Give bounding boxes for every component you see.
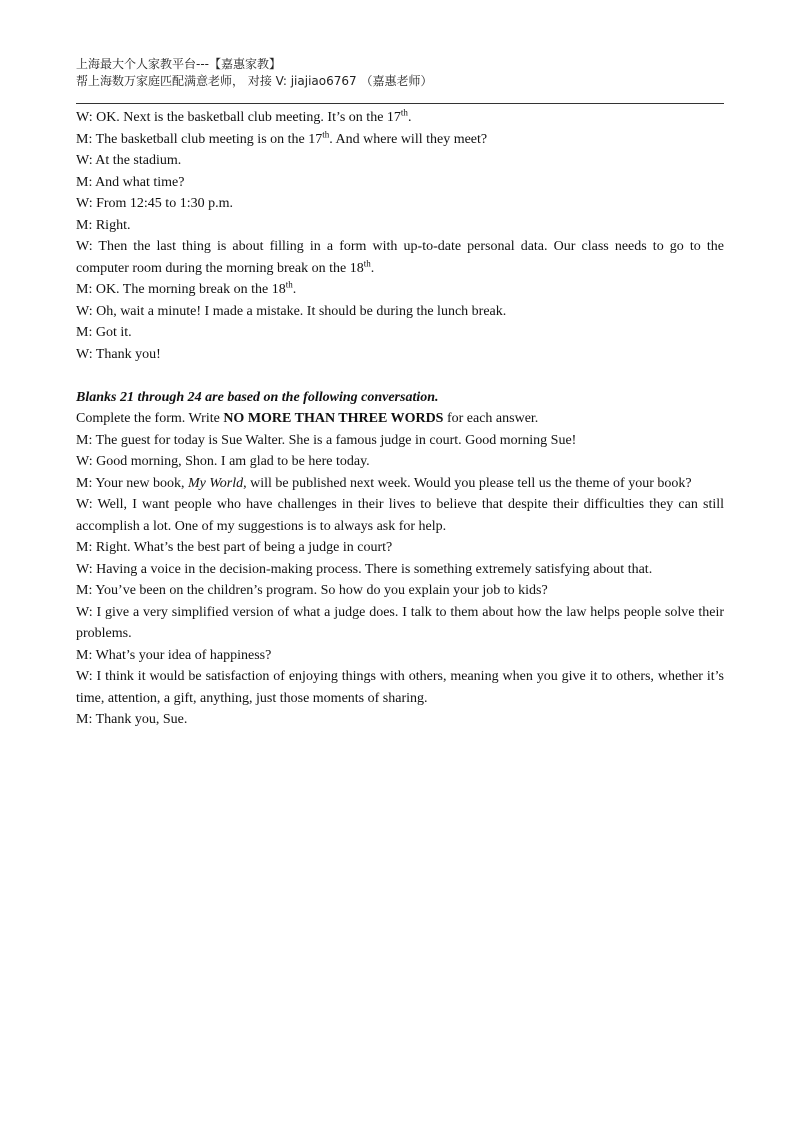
page-header — [76, 56, 724, 90]
dialogue-line: W: OK. Next is the basketball club meeting. It’s on the 17th. — [76, 107, 412, 125]
dialogue-line: W: At the stadium. — [76, 153, 182, 168]
dialogue-line: M: What’s your idea of happiness? — [76, 647, 272, 663]
section-instruction: Complete the form. Write NO MORE THAN THREE WORDS for each answer. — [76, 411, 539, 426]
dialogue-line: W: Oh, wait a minute! I made a mistake. It should be during the lunch break. — [76, 303, 507, 319]
dialogue-line: M: And what time? — [76, 174, 185, 190]
dialogue-line: W: I give a very simplified version of what a judge does. I talk to them about how the law helps people solve their problems. — [76, 604, 724, 641]
section-spacer — [76, 365, 724, 387]
header-line-2: 帮上海数万家庭匹配满意老师， 对接 V: jiajiao6767 （嘉惠老师） — [76, 74, 433, 88]
dialogue-line: W: From 12:45 to 1:30 p.m. — [76, 196, 233, 211]
dialogue-line: M: Got it. — [76, 325, 132, 340]
dialogue-line: M: You’ve been on the children’s program. So how do you explain your job to kids? — [76, 583, 548, 598]
dialogue-section-1 — [76, 107, 724, 365]
dialogue-line: W: I think it would be satisfaction of enjoying things with others, meaning when you give it to others, whether it’s time, attention, a gift, anything, just those moments of sharing. — [76, 669, 724, 706]
dialogue-line: W: Having a voice in the decision-making process. There is something extremely satisfying about that. — [76, 561, 653, 577]
dialogue-line: W: Well, I want people who have challenges in their lives to believe that despite their difficulties they can still accomplish a lot. One of my suggestions is to always ask for help. — [76, 497, 724, 534]
dialogue-line: M: Your new book, My World, will be published next week. Would you please tell us the theme of your book? — [76, 475, 692, 491]
dialogue-line: M: Right. — [76, 217, 131, 233]
book-title: My World — [188, 475, 244, 491]
dialogue-line: M: Right. What’s the best part of being a judge in court? — [76, 540, 393, 555]
dialogue-line: W: Good morning, Shon. I am glad to be here today. — [76, 454, 370, 469]
header-line-1: 上海最大个人家教平台---【嘉惠家教】 — [76, 57, 281, 71]
section-title: Blanks 21 through 24 are based on the following conversation. — [76, 389, 439, 405]
dialogue-line: W: Then the last thing is about filling in a form with up-to-date personal data. Our class needs to go to the computer room during the morning break on the 18th. — [76, 239, 724, 276]
dialogue-line: M: OK. The morning break on the 18th. — [76, 279, 297, 297]
dialogue-line: M: Thank you, Sue. — [76, 712, 188, 727]
header-divider — [76, 103, 724, 104]
document-body — [76, 107, 724, 731]
dialogue-line: M: The guest for today is Sue Walter. She is a famous judge in court. Good morning Sue! — [76, 432, 577, 448]
dialogue-line: W: Thank you! — [76, 346, 161, 362]
dialogue-section-2 — [76, 387, 724, 731]
dialogue-line: M: The basketball club meeting is on the 17th. And where will they meet? — [76, 128, 488, 147]
